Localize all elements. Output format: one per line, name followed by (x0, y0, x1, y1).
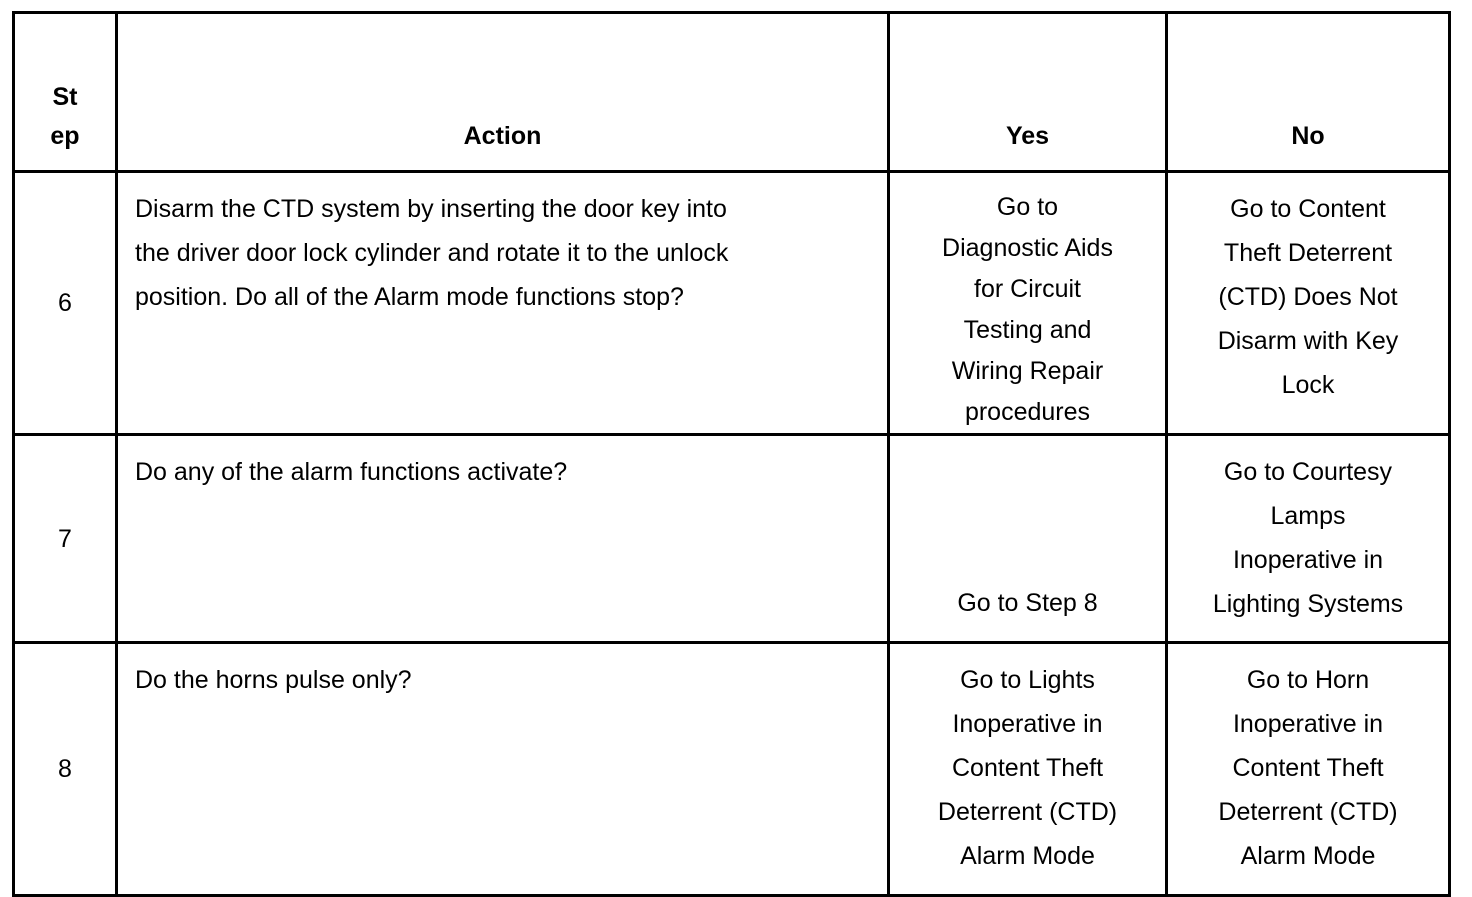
yes-line: for Circuit (974, 275, 1081, 303)
no-cell (1167, 172, 1450, 435)
yes-line: Alarm Mode (960, 842, 1095, 870)
table-row (14, 172, 1450, 435)
no-line: Go to Content (1230, 195, 1386, 223)
header-action: Action (117, 13, 889, 172)
yes-line: Deterrent (CTD) (937, 798, 1118, 826)
diagnostic-table (12, 11, 1451, 897)
header-step (14, 13, 117, 172)
no-line: Alarm Mode (1240, 842, 1376, 870)
yes-line: Go to Step 8 (957, 589, 1098, 617)
action-cell (117, 643, 889, 896)
action-line: the driver door lock cylinder and rotate it to the unlock (135, 239, 729, 267)
yes-line: procedures (964, 398, 1091, 426)
no-line: Inoperative in (1232, 710, 1384, 738)
action-line: Disarm the CTD system by inserting the door key into (135, 195, 727, 223)
yes-line: Go to (996, 193, 1059, 221)
yes-cell (889, 643, 1167, 896)
action-line: Do any of the alarm functions activate? (135, 458, 568, 486)
yes-line: Inoperative in (952, 710, 1103, 738)
header-step-line2: ep (50, 122, 80, 150)
no-line: Theft Deterrent (1223, 239, 1393, 267)
yes-line: Testing and (963, 316, 1092, 344)
no-line: (CTD) Does Not (1218, 283, 1398, 311)
action-line: Do the horns pulse only? (135, 666, 412, 694)
table-row (14, 643, 1450, 896)
action-cell (117, 435, 889, 643)
no-cell (1167, 435, 1450, 643)
table-header-row (14, 13, 1450, 172)
step-number: 8 (14, 643, 117, 896)
no-line: Content Theft (1232, 754, 1384, 782)
action-line: position. Do all of the Alarm mode functions stop? (135, 283, 684, 311)
table-row (14, 435, 1450, 643)
yes-line: Go to Lights (960, 666, 1095, 694)
header-yes: Yes (889, 13, 1167, 172)
yes-line: Diagnostic Aids (942, 234, 1113, 262)
yes-cell (889, 435, 1167, 643)
no-line: Inoperative in (1232, 546, 1384, 574)
step-number: 7 (14, 435, 117, 643)
no-line: Go to Courtesy (1223, 458, 1393, 486)
yes-cell (889, 172, 1167, 435)
yes-line: Wiring Repair (951, 357, 1104, 385)
no-line: Deterrent (CTD) (1218, 798, 1398, 826)
header-step-line1: St (52, 83, 78, 111)
no-cell (1167, 643, 1450, 896)
no-line: Lamps (1270, 502, 1346, 530)
no-line: Disarm with Key (1217, 327, 1399, 355)
no-line: Lighting Systems (1212, 590, 1404, 618)
header-no: No (1167, 13, 1450, 172)
no-line: Lock (1281, 371, 1335, 399)
no-line: Go to Horn (1246, 666, 1370, 694)
yes-line: Content Theft (951, 754, 1104, 782)
step-number: 6 (14, 172, 117, 435)
action-cell (117, 172, 889, 435)
